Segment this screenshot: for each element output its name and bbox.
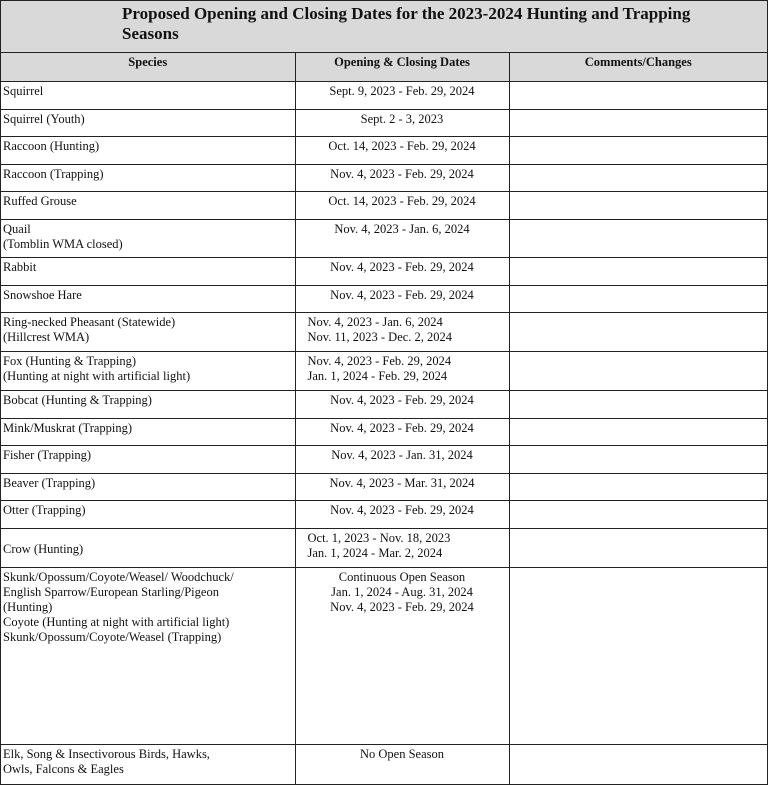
date-range: Nov. 4, 2023 - Jan. 6, 2024: [307, 315, 443, 329]
species-line: Squirrel (Youth): [3, 112, 85, 126]
date-range: Nov. 4, 2023 - Jan. 6, 2024: [334, 222, 470, 236]
dates-cell: [295, 165, 509, 192]
date-range: Nov. 4, 2023 - Feb. 29, 2024: [330, 260, 474, 274]
species-line: Ruffed Grouse: [3, 194, 77, 208]
comments-cell: [509, 419, 767, 446]
table-row: [1, 352, 767, 391]
date-range: Nov. 4, 2023 - Feb. 29, 2024: [307, 354, 452, 368]
dates-cell: [295, 286, 509, 313]
dates-cell: [295, 192, 509, 220]
species-cell: [1, 568, 295, 745]
comments-cell: [509, 352, 767, 391]
table-row: [1, 529, 767, 568]
comments-cell: [509, 165, 767, 192]
date-range: Sept. 2 - 3, 2023: [360, 112, 444, 126]
comments-cell: [509, 529, 767, 568]
table-row: [1, 110, 767, 137]
species-cell: [1, 391, 295, 419]
species-cell: [1, 446, 295, 474]
comments-cell: [509, 110, 767, 137]
document-title: Proposed Opening and Closing Dates for the 2023-2024 Hunting and Trapping Seasons: [122, 4, 691, 43]
table-row: [1, 165, 767, 192]
species-line: Rabbit: [3, 260, 37, 274]
species-line: Quail: [3, 222, 31, 236]
table-row: [1, 286, 767, 313]
dates-cell: [295, 258, 509, 286]
comments-cell: [509, 501, 767, 529]
date-range: Nov. 4, 2023 - Feb. 29, 2024: [330, 421, 474, 435]
species-cell: [1, 745, 295, 785]
species-cell: [1, 286, 295, 313]
species-cell: [1, 220, 295, 258]
seasons-table: [1, 53, 767, 785]
table-row: [1, 501, 767, 529]
species-line: Fox (Hunting & Trapping): [3, 354, 137, 368]
dates-header: Opening & Closing Dates: [295, 53, 509, 82]
date-range: Nov. 4, 2023 - Jan. 31, 2024: [331, 448, 473, 462]
comments-cell: [509, 446, 767, 474]
table-body: [1, 82, 767, 785]
species-line: Mink/Muskrat (Trapping): [3, 421, 133, 435]
species-line: Fisher (Trapping): [3, 448, 92, 462]
species-line: Raccoon (Trapping): [3, 167, 104, 181]
species-line: Elk, Song & Insectivorous Birds, Hawks,: [3, 747, 210, 761]
date-range: Sept. 9, 2023 - Feb. 29, 2024: [329, 84, 475, 98]
date-range: Oct. 14, 2023 - Feb. 29, 2024: [328, 139, 476, 153]
date-range: Nov. 4, 2023 - Feb. 29, 2024: [330, 288, 474, 302]
table-row: [1, 137, 767, 165]
species-line: Raccoon (Hunting): [3, 139, 100, 153]
species-line: Crow (Hunting): [3, 541, 84, 556]
species-line: Squirrel: [3, 84, 44, 98]
comments-cell: [509, 286, 767, 313]
species-line: (Hunting): [3, 600, 53, 614]
species-cell: [1, 529, 295, 568]
date-range: Nov. 4, 2023 - Feb. 29, 2024: [330, 167, 474, 181]
table-row: [1, 446, 767, 474]
table-row: [1, 313, 767, 352]
date-range: Nov. 4, 2023 - Feb. 29, 2024: [330, 503, 474, 517]
species-cell: [1, 419, 295, 446]
dates-cell: [295, 110, 509, 137]
table-row: [1, 474, 767, 501]
species-header: Species: [1, 53, 295, 82]
species-cell: [1, 82, 295, 110]
date-range: Jan. 1, 2024 - Aug. 31, 2024: [331, 585, 473, 599]
dates-cell: [295, 419, 509, 446]
species-line: Skunk/Opossum/Coyote/Weasel/ Woodchuck/: [3, 570, 234, 584]
table-row: [1, 220, 767, 258]
comments-cell: [509, 220, 767, 258]
dates-cell: [295, 137, 509, 165]
date-range: Continuous Open Season: [338, 570, 466, 584]
comments-cell: [509, 137, 767, 165]
table-row: [1, 391, 767, 419]
species-line: (Hunting at night with artificial light): [3, 369, 191, 383]
date-range: Jan. 1, 2024 - Mar. 2, 2024: [307, 546, 443, 560]
comments-cell: [509, 474, 767, 501]
species-cell: [1, 137, 295, 165]
table-row: [1, 419, 767, 446]
species-cell: [1, 165, 295, 192]
date-range: Oct. 1, 2023 - Nov. 18, 2023: [307, 531, 451, 545]
species-cell: [1, 474, 295, 501]
comments-header: Comments/Changes: [509, 53, 767, 82]
species-line: Otter (Trapping): [3, 503, 86, 517]
species-line: English Sparrow/European Starling/Pigeon: [3, 585, 219, 599]
comments-cell: [509, 391, 767, 419]
table-row: [1, 745, 767, 785]
dates-cell: [295, 474, 509, 501]
comments-cell: [509, 192, 767, 220]
date-range: Nov. 4, 2023 - Feb. 29, 2024: [330, 600, 474, 614]
species-line: Ring-necked Pheasant (Statewide): [3, 315, 176, 329]
table-row: [1, 258, 767, 286]
species-line: Owls, Falcons & Eagles: [3, 762, 124, 776]
header-row: [1, 53, 767, 82]
comments-cell: [509, 313, 767, 352]
dates-cell: [295, 501, 509, 529]
species-line: Coyote (Hunting at night with artificial light): [3, 615, 230, 629]
date-range: Nov. 11, 2023 - Dec. 2, 2024: [307, 330, 453, 344]
species-line: (Tomblin WMA closed): [3, 237, 123, 251]
species-cell: [1, 352, 295, 391]
species-line: Bobcat (Hunting & Trapping): [3, 393, 152, 407]
comments-cell: [509, 568, 767, 745]
date-range: No Open Season: [359, 747, 444, 761]
dates-cell: [295, 568, 509, 745]
dates-cell: [295, 745, 509, 785]
date-range: Jan. 1, 2024 - Feb. 29, 2024: [307, 369, 448, 383]
species-line: Skunk/Opossum/Coyote/Weasel (Trapping): [3, 630, 222, 644]
species-line: Snowshoe Hare: [3, 288, 82, 302]
species-cell: [1, 501, 295, 529]
species-cell: [1, 258, 295, 286]
dates-cell: [295, 82, 509, 110]
species-cell: [1, 313, 295, 352]
species-line: (Hillcrest WMA): [3, 330, 90, 344]
title-bar: [1, 1, 767, 53]
table-row: [1, 568, 767, 745]
species-cell: [1, 192, 295, 220]
date-range: Nov. 4, 2023 - Mar. 31, 2024: [329, 476, 475, 490]
species-cell: [1, 110, 295, 137]
species-line: Beaver (Trapping): [3, 476, 96, 490]
dates-cell: [295, 529, 509, 568]
comments-cell: [509, 745, 767, 785]
dates-cell: [295, 220, 509, 258]
dates-cell: [295, 352, 509, 391]
table-row: [1, 192, 767, 220]
dates-cell: [295, 391, 509, 419]
dates-cell: [295, 313, 509, 352]
dates-cell: [295, 446, 509, 474]
comments-cell: [509, 82, 767, 110]
date-range: Oct. 14, 2023 - Feb. 29, 2024: [328, 194, 476, 208]
comments-cell: [509, 258, 767, 286]
table-row: [1, 82, 767, 110]
date-range: Nov. 4, 2023 - Feb. 29, 2024: [330, 393, 474, 407]
